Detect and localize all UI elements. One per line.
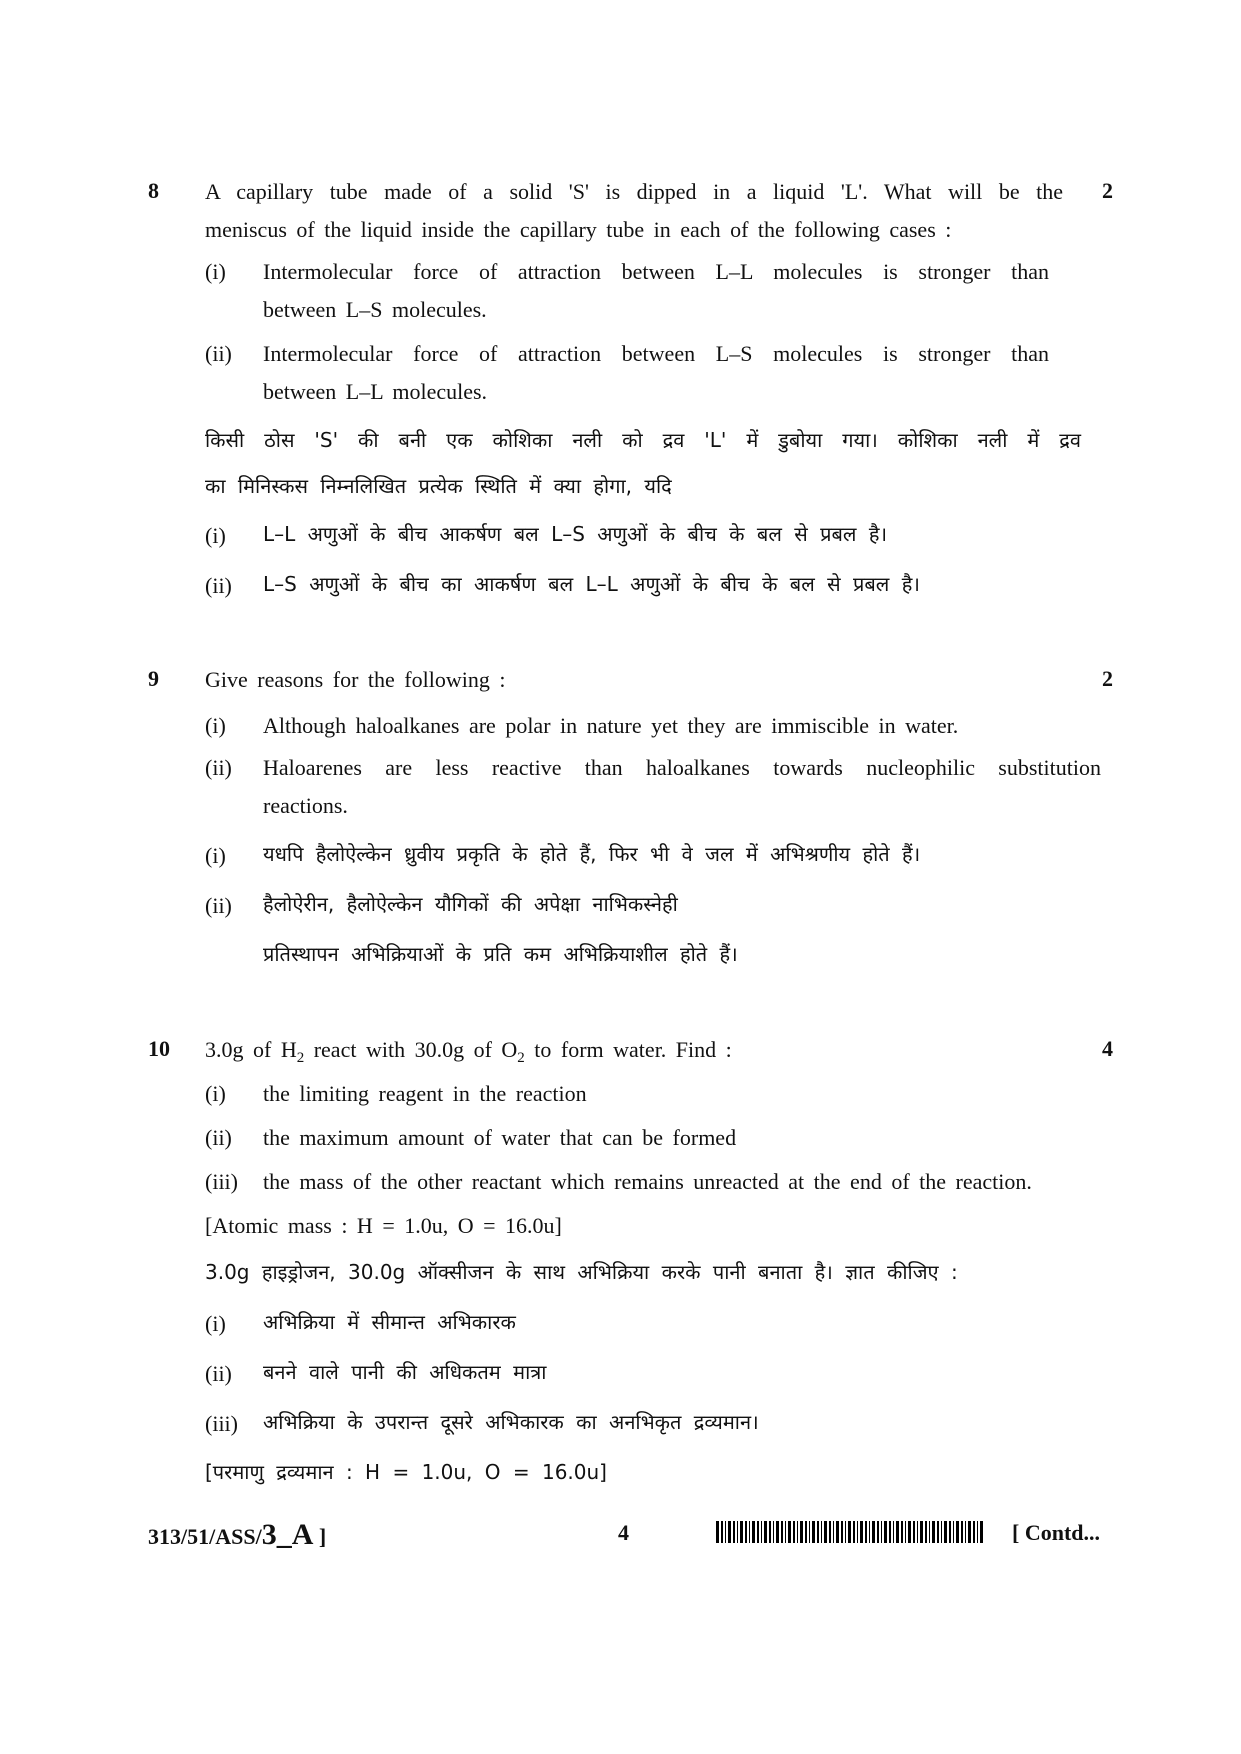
barcode-bar xyxy=(841,1521,843,1543)
barcode-bar xyxy=(889,1521,891,1543)
question-marks: 4 xyxy=(1102,1036,1113,1061)
barcode-bar xyxy=(896,1521,899,1543)
sub-part-label: (ii) xyxy=(205,573,232,598)
barcode-bar xyxy=(956,1521,959,1543)
barcode-bar xyxy=(728,1521,731,1543)
barcode-bar xyxy=(824,1521,827,1543)
paper-code-prefix: 313/51/ASS/ xyxy=(148,1524,262,1549)
barcode-bar xyxy=(725,1521,726,1543)
sub-part-label: (ii) xyxy=(205,893,232,918)
question-marks: 2 xyxy=(1102,666,1113,691)
barcode-bar xyxy=(817,1521,819,1543)
hindi-sub-part-text: अभिक्रिया में सीमान्त अभिकारक xyxy=(263,1310,516,1334)
sub-part-label: (ii) xyxy=(205,755,232,780)
barcode-bar xyxy=(733,1521,735,1543)
barcode-bar xyxy=(893,1521,894,1543)
barcode-bar xyxy=(869,1521,870,1543)
hindi-question-text: का मिनिस्कस निम्नलिखित प्रत्येक स्थिति में क्या होगा, यदि xyxy=(205,474,672,498)
barcode-bar xyxy=(745,1521,747,1543)
sub-part-label: (i) xyxy=(205,843,226,868)
hindi-sub-part-text: प्रतिस्थापन अभिक्रियाओं के प्रति कम अभिक्रियाशील होते हैं। xyxy=(263,942,738,966)
hindi-question-text: 3.0g हाइड्रोजन, 30.0g ऑक्सीजन के साथ अभिक्रिया करके पानी बनाता है। ज्ञात कीजिए : xyxy=(205,1260,958,1284)
barcode-bar xyxy=(764,1521,767,1543)
sub-part-label: (i) xyxy=(205,1311,226,1336)
barcode-bar xyxy=(953,1521,954,1543)
barcode-bar xyxy=(749,1521,750,1543)
sub-part-text: the mass of the other reactant which remains unreacted at the end of the reaction. xyxy=(263,1169,1032,1194)
barcode-bar xyxy=(761,1521,762,1543)
paper-code-set: 3_A xyxy=(261,1518,314,1551)
hindi-sub-part-text: यधपि हैलोऐल्केन ध्रुवीय प्रकृति के होते हैं, फिर भी वे जल में अभिश्रणीय होते हैं। xyxy=(263,842,921,866)
barcode-bar xyxy=(785,1521,786,1543)
sub-part-text: Haloarenes are less reactive than haloalkanes towards nucleophilic substitution xyxy=(263,755,1101,780)
barcode-bar xyxy=(797,1521,798,1543)
barcode-bar xyxy=(776,1521,779,1543)
question-text: meniscus of the liquid inside the capillary tube in each of the following cases : xyxy=(205,217,952,242)
barcode-bar xyxy=(773,1521,774,1543)
barcode-bar xyxy=(793,1521,795,1543)
hindi-sub-part-text: L–S अणुओं के बीच का आकर्षण बल L–L अणुओं के बीच के बल से प्रबल है। xyxy=(263,572,920,596)
hindi-sub-part-text: बनने वाले पानी की अधिकतम मात्रा xyxy=(263,1360,547,1384)
sub-part-label: (ii) xyxy=(205,1361,232,1386)
barcode-bar xyxy=(917,1521,918,1543)
contd-label: [ Contd... xyxy=(1012,1520,1101,1545)
sub-part-label: (i) xyxy=(205,523,226,548)
sub-part-text: reactions. xyxy=(263,793,348,818)
barcode-bar xyxy=(929,1521,930,1543)
barcode-bar xyxy=(961,1521,963,1543)
barcode-bar xyxy=(833,1521,834,1543)
barcode-bar xyxy=(721,1521,723,1543)
barcode-bar xyxy=(848,1521,851,1543)
barcode-bar xyxy=(973,1521,975,1543)
barcode-bar xyxy=(860,1521,863,1543)
sub-part-label: (i) xyxy=(205,713,226,738)
barcode-bar xyxy=(968,1521,971,1543)
barcode-bar xyxy=(941,1521,942,1543)
sub-part-text: the limiting reagent in the reaction xyxy=(263,1081,587,1106)
barcode-bar xyxy=(740,1521,743,1543)
question-text xyxy=(205,1036,732,1064)
barcode-bar xyxy=(905,1521,906,1543)
barcode-bar xyxy=(881,1521,882,1543)
barcode-bar xyxy=(853,1521,855,1543)
intro-text: 3.0g of H xyxy=(205,1037,297,1062)
barcode-bar xyxy=(821,1521,822,1543)
hindi-sub-part-text: L–L अणुओं के बीच आकर्षण बल L–S अणुओं के बीच के बल से प्रबल है। xyxy=(263,522,888,546)
hindi-atomic-mass-note: [परमाणु द्रव्यमान : H = 1.0u, O = 16.0u] xyxy=(205,1460,607,1484)
barcode-bar xyxy=(872,1521,875,1543)
sub-part-text: the maximum amount of water that can be formed xyxy=(263,1125,737,1150)
hindi-sub-part-text: अभिक्रिया के उपरान्त दूसरे अभिकारक का अनभिकृत द्रव्यमान। xyxy=(263,1410,759,1434)
barcode-bar xyxy=(829,1521,831,1543)
barcode-bar xyxy=(949,1521,951,1543)
sub-part-label: (i) xyxy=(205,259,226,284)
question-number: 8 xyxy=(148,178,159,203)
barcode-bar xyxy=(752,1521,755,1543)
barcode-bar xyxy=(737,1521,738,1543)
barcode-bar xyxy=(913,1521,915,1543)
barcode-bar xyxy=(925,1521,927,1543)
page-number: 4 xyxy=(618,1520,629,1545)
barcode-bar xyxy=(865,1521,867,1543)
sub-part-text: between L–S molecules. xyxy=(263,297,487,322)
sub-part-text: Although haloalkanes are polar in nature yet they are immiscible in water. xyxy=(263,713,959,738)
hindi-question-text: किसी ठोस 'S' की बनी एक कोशिका नली को द्रव 'L' में डुबोया गया। कोशिका नली में द्रव xyxy=(205,428,1081,452)
sub-part-label: (i) xyxy=(205,1081,226,1106)
barcode-bar xyxy=(805,1521,807,1543)
barcode-bar xyxy=(884,1521,887,1543)
question-text: Give reasons for the following : xyxy=(205,667,506,692)
question-number: 10 xyxy=(148,1036,170,1061)
question-number: 9 xyxy=(148,666,159,691)
barcode-bar xyxy=(877,1521,879,1543)
barcode-bar xyxy=(908,1521,911,1543)
intro-text: react with 30.0g of O xyxy=(304,1037,518,1062)
barcode-bar xyxy=(800,1521,803,1543)
sub-part-text: between L–L molecules. xyxy=(263,379,488,404)
atomic-mass-note: [Atomic mass : H = 1.0u, O = 16.0u] xyxy=(205,1213,562,1238)
barcode-bar xyxy=(901,1521,903,1543)
barcode-bar xyxy=(788,1521,791,1543)
question-text: A capillary tube made of a solid 'S' is dipped in a liquid 'L'. What will be the xyxy=(205,179,1063,204)
sub-part-label: (iii) xyxy=(205,1411,238,1436)
barcode-bar xyxy=(809,1521,810,1543)
barcode-bar xyxy=(769,1521,771,1543)
barcode-bar xyxy=(757,1521,759,1543)
hindi-sub-part-text: हैलोऐरीन, हैलोऐल्केन यौगिकों की अपेक्षा नाभिकस्नेही xyxy=(263,892,678,916)
barcode-bar xyxy=(937,1521,939,1543)
barcode-bar xyxy=(944,1521,947,1543)
sub-part-label: (iii) xyxy=(205,1169,238,1194)
barcode-bar xyxy=(845,1521,846,1543)
intro-text: to form water. Find : xyxy=(524,1037,732,1062)
subscript: 2 xyxy=(517,1050,525,1066)
subscript: 2 xyxy=(296,1050,305,1066)
paper-code-suffix: ] xyxy=(313,1524,327,1549)
barcode-bar xyxy=(965,1521,966,1543)
barcode-bar xyxy=(812,1521,815,1543)
question-marks: 2 xyxy=(1102,178,1113,203)
sub-part-label: (ii) xyxy=(205,1125,232,1150)
sub-part-text: Intermolecular force of attraction between L–L molecules is stronger than xyxy=(263,259,1049,284)
sub-part-text: Intermolecular force of attraction between L–S molecules is stronger than xyxy=(263,341,1049,366)
barcode-bar xyxy=(781,1521,783,1543)
barcode-bar xyxy=(980,1521,983,1543)
barcode-bar xyxy=(857,1521,858,1543)
barcode-image xyxy=(716,1521,984,1543)
barcode-bar xyxy=(977,1521,978,1543)
paper-code xyxy=(148,1518,326,1552)
sub-part-label: (ii) xyxy=(205,341,232,366)
barcode-bar xyxy=(836,1521,839,1543)
barcode-bar xyxy=(716,1521,719,1543)
barcode-bar xyxy=(920,1521,923,1543)
barcode-bar xyxy=(932,1521,935,1543)
